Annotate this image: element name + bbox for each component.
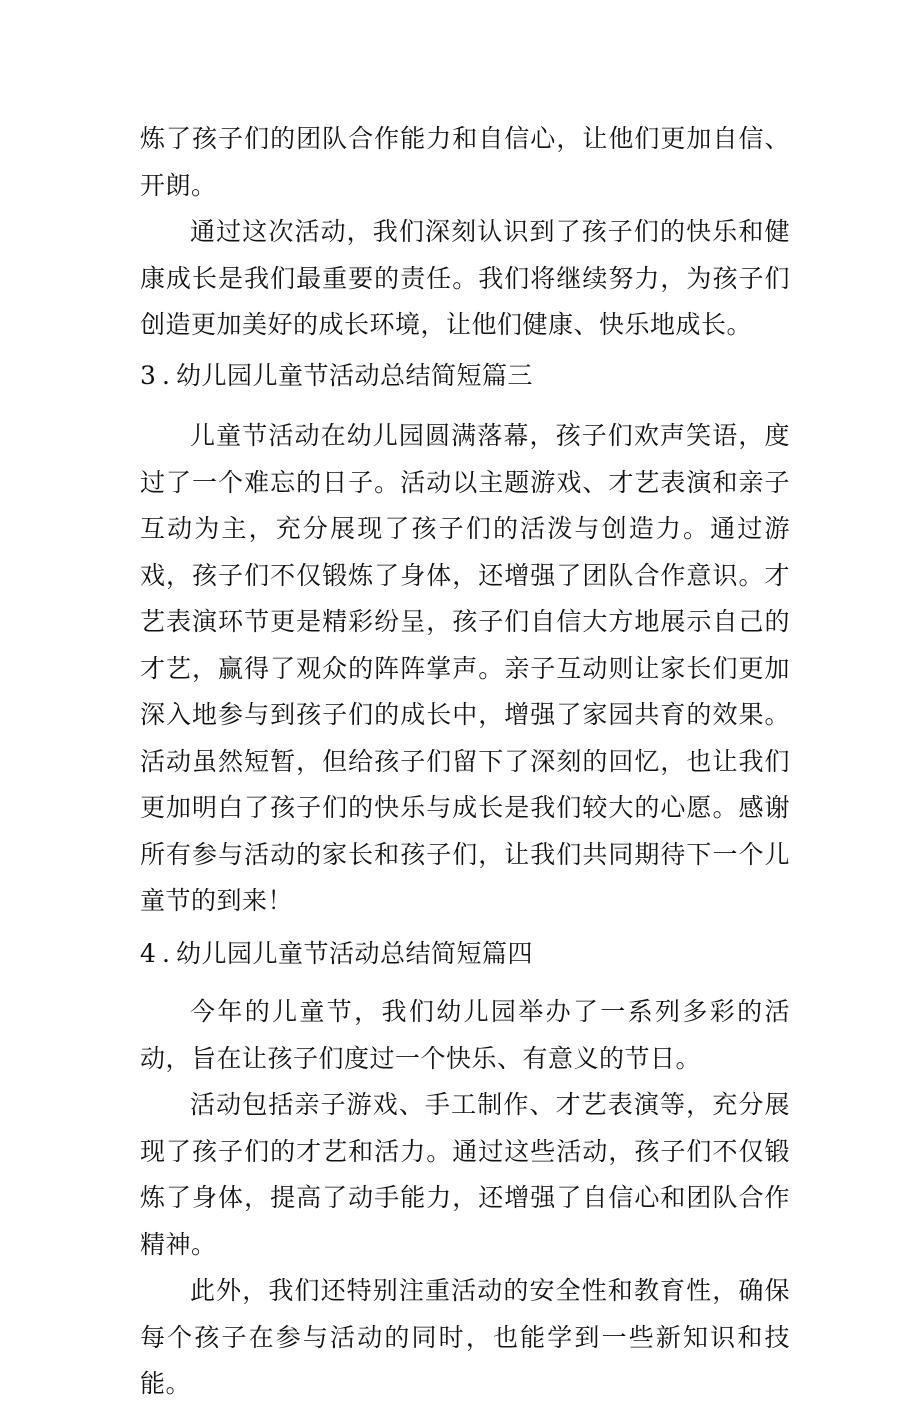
section-number: 3 — [140, 360, 157, 390]
paragraph-continued: 炼了孩子们的团队合作能力和自信心，让他们更加自信、开朗。 — [140, 124, 790, 200]
paragraph: 今年的儿童节，我们幼儿园举办了一系列多彩的活动，旨在让孩子们度过一个快乐、有意义的节日。 — [140, 997, 790, 1073]
section-heading-3: 3 . 幼儿园儿童节活动总结简短篇三 — [140, 349, 790, 404]
document-body — [140, 116, 790, 1408]
paragraph: 活动包括亲子游戏、手工制作、才艺表演等，充分展现了孩子们的才艺和活力。通过这些活动，孩子们不仅锻炼了身体，提高了动手能力，还增强了自信心和团队合作精神。 — [140, 1090, 790, 1259]
section-number: 4 — [140, 938, 157, 968]
section-title: 幼儿园儿童节活动总结简短篇四 — [176, 938, 534, 968]
section-title: 幼儿园儿童节活动总结简短篇三 — [176, 360, 534, 390]
paragraph: 儿童节活动在幼儿园圆满落幕，孩子们欢声笑语，度过了一个难忘的日子。活动以主题游戏、才艺表演和亲子互动为主，充分展现了孩子们的活泼与创造力。通过游戏，孩子们不仅锻炼了身体，还增强了团队合作意识。才艺表演环节更是精彩纷呈，孩子们自信大方地展示自己的才艺，赢得了观众的阵阵掌声。亲子互动则让家长们更加深入地参与到孩子们的成长中，增强了家园共育的效果。活动虽然短暂，但给孩子们留下了深刻的回忆，也让我们更加明白了孩子们的快乐与成长是我们较大的心愿。感谢所有参与活动的家长和孩子们，让我们共同期待下一个儿童节的到来！ — [140, 421, 790, 915]
paragraph: 此外，我们还特别注重活动的安全性和教育性，确保每个孩子在参与活动的同时，也能学到一些新知识和技能。 — [140, 1276, 790, 1398]
paragraph: 通过这次活动，我们深刻认识到了孩子们的快乐和健康成长是我们最重要的责任。我们将继续努力，为孩子们创造更加美好的成长环境，让他们健康、快乐地成长。 — [140, 217, 790, 339]
section-heading-4: 4 . 幼儿园儿童节活动总结简短篇四 — [140, 925, 790, 982]
